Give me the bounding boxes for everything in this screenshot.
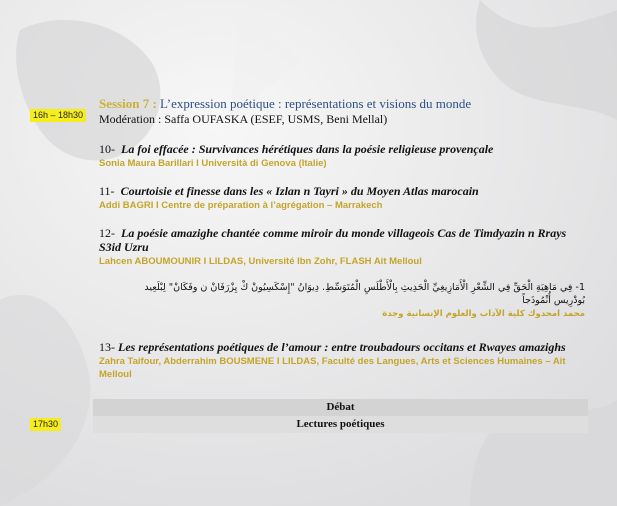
talk-title: [99, 184, 579, 198]
talk-12: [99, 226, 579, 268]
talk-title-text: Courtoisie et finesse dans les « Izlan n Tayri » du Moyen Atlas marocain: [120, 184, 479, 198]
talk-number: 11-: [99, 184, 115, 198]
talk-number: 13-: [99, 340, 115, 354]
talk-title: [99, 340, 579, 354]
arabic-talk: [130, 281, 585, 321]
arabic-talk-number: 1-: [575, 282, 585, 293]
session-time-badge: 16h – 18h30: [30, 109, 86, 122]
session-heading: [99, 96, 471, 112]
talk-author: Zahra Taifour, Abderrahim BOUSMENE I LILDAS, Faculté des Langues, Arts et Sciences Humaines – Ait Melloul: [99, 356, 566, 380]
talk-11: [99, 184, 579, 212]
moderation-line: Modération : Saffa OUFASKA (ESEF, USMS, Beni Mellal): [99, 112, 388, 126]
talk-author: Sonia Maura Barillari I Università di Genova (Italie): [99, 158, 327, 169]
talk-title: [99, 142, 579, 156]
talk-number: 12-: [99, 226, 115, 240]
readings-bar: Lectures poétiques: [93, 416, 588, 433]
end-time-badge: 17h30: [30, 418, 61, 431]
session-title: L’expression poétique : représentations et visions du monde: [160, 96, 472, 111]
talk-title: [99, 226, 579, 254]
talk-title-text: La poésie amazighe chantée comme miroir du monde villageois Cas de Timdyazin n Rrays S3id Uzru: [99, 226, 567, 254]
talk-title-text: La foi effacée : Survivances hérétiques dans la poésie religieuse provençale: [121, 142, 494, 156]
talk-10: [99, 142, 579, 170]
session-label: Session 7 :: [99, 96, 157, 111]
talk-author: Addi BAGRI I Centre de préparation à l’agrégation – Marrakech: [99, 200, 383, 211]
arabic-talk-author: محمد امحدوك كلية الآداب والعلوم الإنسانية وجدة: [382, 309, 585, 319]
talk-13: [99, 340, 579, 381]
talk-author: Lahcen ABOUMOUNIR I LILDAS, Université Ibn Zohr, FLASH Ait Melloul: [99, 256, 422, 267]
arabic-talk-title: [130, 281, 585, 307]
arabic-talk-title-text: فِي مَاهِيَةِ الْحَقِّ فِي الشِّعْرِ الْأَمَازِيغِيِّ الْحَدِيثِ بِالْأَطْلَسِ الْمُتَوَسِّطِ. دِيوَانُ "إِسْكَسِيُونْ كْ يِزْرَفَانْ ن وفَكَانْ" لِبْلَعِيد بُودْرِيس أُنْمُوذَجاً: [144, 282, 585, 306]
debate-bar: Débat: [93, 399, 588, 416]
talk-title-text: Les représentations poétiques de l’amour : entre troubadours occitans et Rwayes amazighs: [118, 340, 566, 354]
talk-number: 10-: [99, 142, 115, 156]
